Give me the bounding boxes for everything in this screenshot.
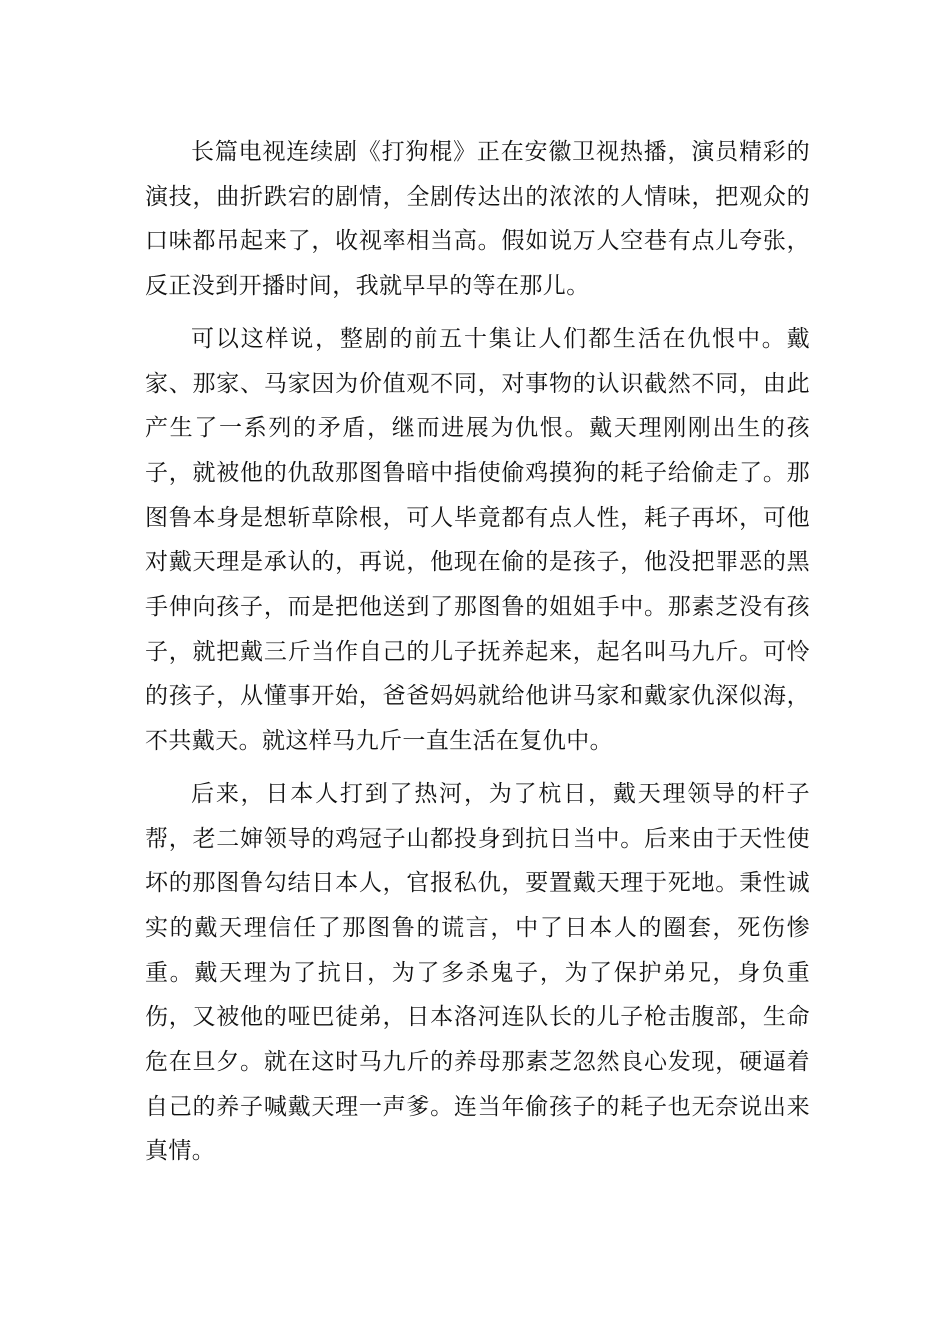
paragraph-3: 后来，日本人打到了热河，为了杭日，戴天理领导的杆子帮，老二婶领导的鸡冠子山都投身到抗日当中。后来由于天性使坏的那图鲁勾结日本人，官报私仇，要置戴天理于死地。秉性诚实的戴天理信任了那图鲁的谎言，中了日本人的圈套，死伤惨重。戴天理为了抗日，为了多杀鬼子，为了保护弟兄，身负重伤，又被他的哑巴徒弟，日本洛河连队长的儿子枪击腹部，生命危在旦夕。就在这时马九斤的养母那素芝忽然良心发现，硬逼着自己的养子喊戴天理一声爹。连当年偷孩子的耗子也无奈说出来真情。 [145,780,810,1165]
document-body [145,130,810,1174]
paragraph-2: 可以这样说，整剧的前五十集让人们都生活在仇恨中。戴家、那家、马家因为价值观不同，对事物的认识截然不同，由此产生了一系列的矛盾，继而进展为仇恨。戴天理刚刚出生的孩子，就被他的仇敌那图鲁暗中指使偷鸡摸狗的耗子给偷走了。那图鲁本身是想斩草除根，可人毕竟都有点人性，耗子再坏，可他对戴天理是承认的，再说，他现在偷的是孩子，他没把罪恶的黑手伸向孩子，而是把他送到了那图鲁的姐姐手中。那素芝没有孩子，就把戴三斤当作自己的儿子抚养起来，起名叫马九斤。可怜的孩子，从懂事开始，爸爸妈妈就给他讲马家和戴家仇深似海，不共戴天。就这样马九斤一直生活在复仇中。 [145,325,810,755]
paragraph-1: 长篇电视连续剧《打狗棍》正在安徽卫视热播，演员精彩的演技，曲折跌宕的剧情，全剧传达出的浓浓的人情味，把观众的口味都吊起来了，收视率相当高。假如说万人空巷有点儿夸张，反正没到开播时间，我就早早的等在那儿。 [145,139,810,300]
